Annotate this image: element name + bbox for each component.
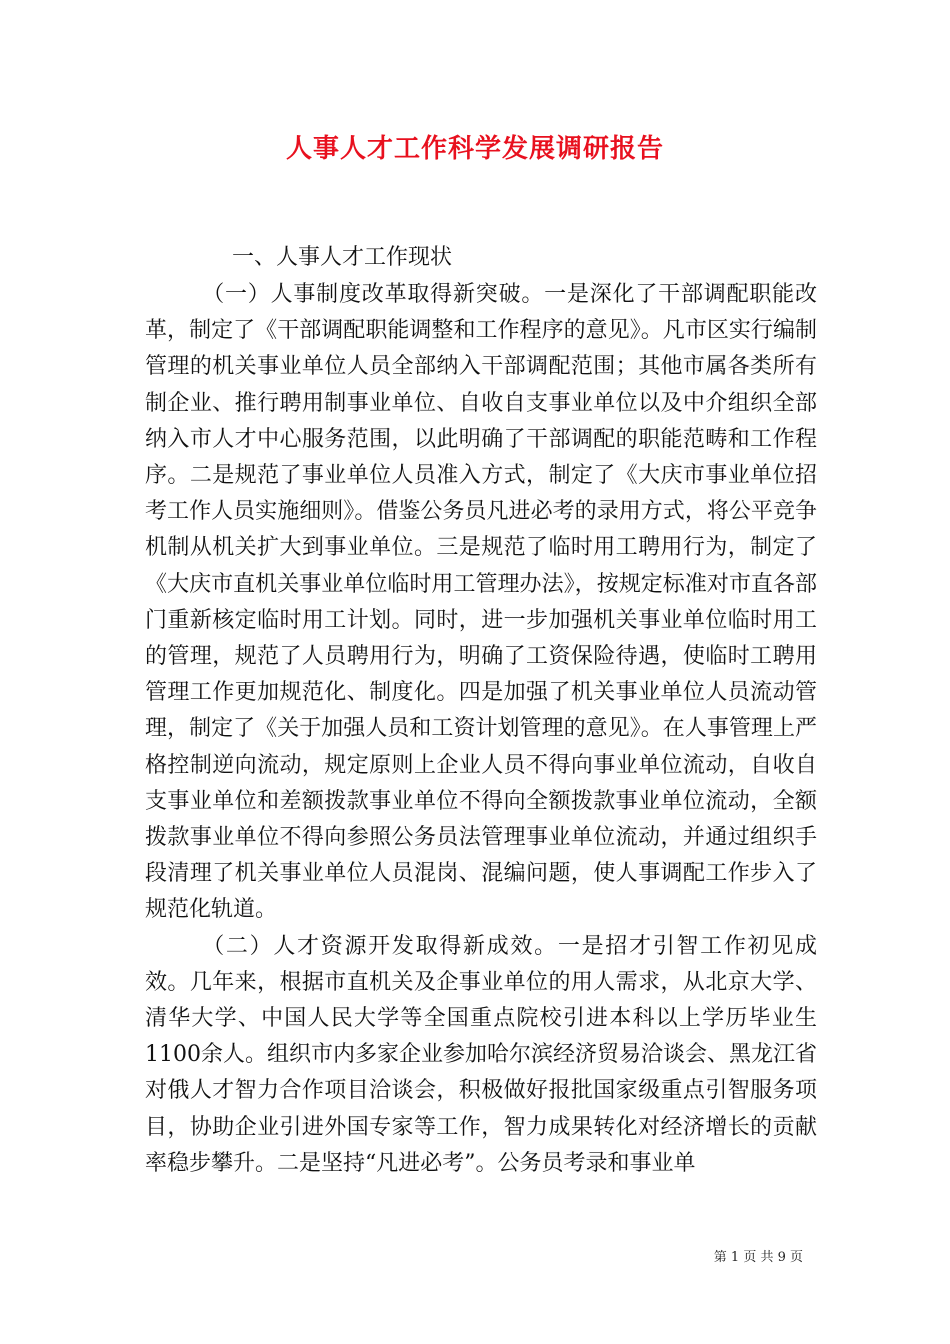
document-body (145, 277, 817, 1182)
section-heading: 一、人事人才工作现状 (232, 245, 453, 270)
paragraph-1: （一）人事制度改革取得新突破。一是深化了干部调配职能改革，制定了《干部调配职能调整和工作程序的意见》。凡市区实行编制管理的机关事业单位人员全部纳入干部调配范围；其他市属各类所有制企业、推行聘用制事业单位、自收自支事业单位以及中介组织全部纳入市人才中心服务范围，以此明确了干部调配的职能范畴和工作程序。二是规范了事业单位人员准入方式，制定了《大庆市事业单位招考工作人员实施细则》。借鉴公务员凡进必考的录用方式，将公平竞争机制从机关扩大到事业单位。三是规范了临时用工聘用行为，制定了《大庆市直机关事业单位临时用工管理办法》，按规定标准对市直各部门重新核定临时用工计划。同时，进一步加强机关事业单位临时用工的管理，规范了人员聘用行为，明确了工资保险待遇，使临时工聘用管理工作更加规范化、制度化。四是加强了机关事业单位人员流动管理，制定了《关于加强人员和工资计划管理的意见》。在人事管理上严格控制逆向流动，规定原则上企业人员不得向事业单位流动，自收自支事业单位和差额拨款事业单位不得向全额拨款事业单位流动，全额拨款事业单位不得向参照公务员法管理事业单位流动，并通过组织手段清理了机关事业单位人员混岗、混编问题，使人事调配工作步入了规范化轨道。 (145, 282, 817, 923)
document-title: 人事人才工作科学发展调研报告 (285, 134, 664, 164)
page-footer: 第 1 页 共 9 页 (713, 1250, 803, 1265)
paragraph-2: （二）人才资源开发取得新成效。一是招才引智工作初见成效。几年来，根据市直机关及企事业单位的用人需求，从北京大学、清华大学、中国人民大学等全国重点院校引进本科以上学历毕业生1100余人。组织市内多家企业参加哈尔滨经济贸易洽谈会、黑龙江省对俄人才智力合作项目洽谈会，积极做好报批国家级重点引智服务项目，协助企业引进外国专家等工作，智力成果转化对经济增长的贡献率稳步攀升。二是坚持“凡进必考”。公务员考录和事业单 (145, 933, 817, 1176)
